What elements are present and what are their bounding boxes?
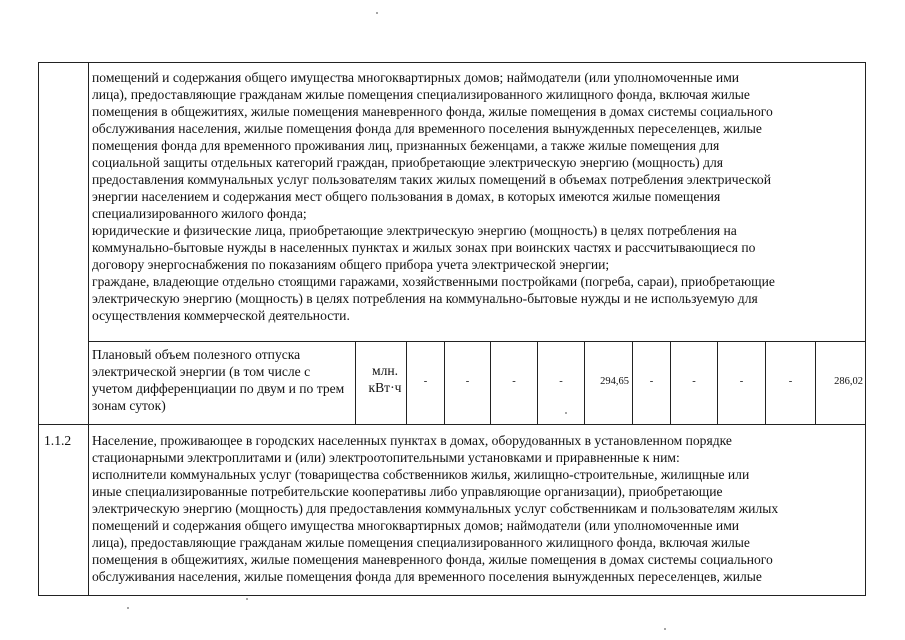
plan-row-divider [355,341,356,424]
scan-speck [127,607,129,609]
value-cell: - [692,376,696,387]
scan-speck [565,412,567,414]
value-cell: - [512,376,516,387]
scan-speck [664,628,666,630]
text-line: юридические и физические лица, приобретающие электрическую энергию (мощность) в целях потребления на [92,223,737,238]
text-line: Население, проживающее в городских населенных пунктах в домах, оборудованных в установленном порядке [92,433,732,448]
scan-speck [246,598,248,600]
text-line: осуществления коммерческой деятельности. [92,308,350,323]
text-line: электрическую энергию (мощность) для предоставления коммунальных услуг собственникам и пользователям жилых [92,501,779,516]
text-line: договору энергоснабжения по показаниям общего прибора учета электрической энергии; [92,257,610,272]
section-paragraph [92,432,862,585]
plan-row-bottom-border [38,424,866,425]
text-line: социальной защиты отдельных категорий граждан, приобретающие электрическую энергию (мощность) для [92,155,724,170]
value-cell: 286,02 [834,376,863,387]
text-line: помещения фонда для временного проживания лиц, признанных беженцами, а также жилые помещения для [92,138,720,153]
scan-speck [376,12,378,14]
text-line: исполнители коммунальных услуг (товарищества собственников жилья, жилищно-строительные, жилищные или [92,467,750,482]
text-line: иные специализированные потребительские кооперативы либо управляющие организации), приобретающие [92,484,723,499]
value-cell: - [788,376,793,387]
value-cell: 294,65 [600,376,629,387]
value-cell: - [559,376,563,387]
text-line: лица), предоставляющие гражданам жилые помещения специализированного жилищного фонда, включая жилые [92,535,750,550]
text-line: помещения в общежитиях, жилые помещения маневренного фонда, жилые помещения в домах системы социального [92,552,773,567]
text-line: энергии населением и содержания мест общего пользования в домах, в которых имеются жилые помещения [92,189,721,204]
text-line: специализированного жилого фонда; [92,206,307,221]
text-line: лица), предоставляющие гражданам жилые помещения специализированного жилищного фонда, включая жилые [92,87,750,102]
text-line: стационарными электроплитами и (или) электроотопительными установками и приравненные к ним: [92,450,680,465]
text-line: коммунально-бытовые нужды в населенных пунктах и жилых зонах при воинских частях и рассчитывающиеся по [92,240,756,255]
plan-row-top-border [88,341,866,342]
number-column-divider [88,62,89,596]
plan-row-label: Плановый объем полезного отпуска электрической энергии (в том числе с учетом дифференциации по двум и по трем зонам суток) [92,347,345,413]
text-line: помещений и содержания общего имущества многоквартирных домов; наймодатели (или уполномоченные ими [92,518,740,533]
upper-paragraph [92,69,862,324]
section-number: 1.1.2 [44,433,72,448]
text-line: граждане, владеющие отдельно стоящими гаражами, хозяйственными постройками (погреба, сараи), приобретающие [92,274,775,289]
value-cell: - [423,376,428,387]
value-cell: - [649,376,654,387]
value-cell: - [739,376,744,387]
text-line: электрическую энергию (мощность) в целях потребления на коммунально-бытовые нужды и не используемую для [92,291,758,306]
text-line: помещения в общежитиях, жилые помещения маневренного фонда, жилые помещения в домах системы социального [92,104,773,119]
value-cell: - [465,376,470,387]
text-line: помещений и содержания общего имущества многоквартирных домов; наймодатели (или уполномоченные ими [92,70,740,85]
text-line: обслуживания населения, жилые помещения фонда для временного поселения вынужденных переселенцев, жилые [92,121,762,136]
text-line: предоставления коммунальных услуг пользователям таких жилых помещений в объемах потребления электрической [92,172,771,187]
plan-row-unit: млн. кВт·ч [368,363,402,395]
text-line: обслуживания населения, жилые помещения фонда для временного поселения вынужденных переселенцев, жилые [92,569,762,584]
